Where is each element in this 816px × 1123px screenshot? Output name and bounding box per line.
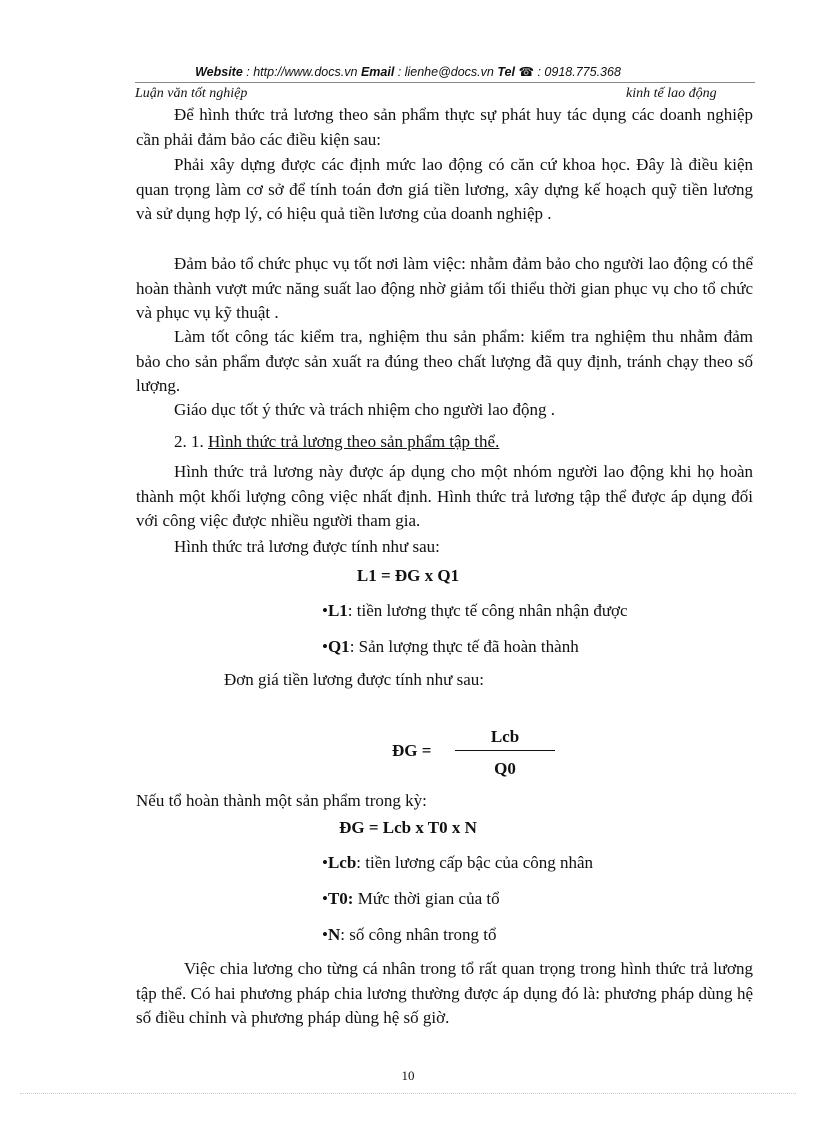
- bullet-desc: : số công nhân trong tổ: [340, 925, 497, 944]
- website-value[interactable]: : http://www.docs.vn: [246, 65, 358, 79]
- bullet-term: N: [327, 925, 341, 944]
- bullet-q1: •Q1: Sản lượng thực tế đã hoàn thành: [322, 637, 579, 656]
- bullet-term: Lcb: [327, 853, 357, 872]
- unit-price-text: Đơn giá tiền lương được tính như sau:: [224, 670, 484, 689]
- email-value[interactable]: : lienhe@docs.vn: [397, 65, 494, 79]
- fraction-lhs: ĐG =: [392, 741, 432, 760]
- fraction-bar: [455, 750, 555, 751]
- header-divider: [135, 82, 755, 83]
- section-title: Hình thức trả lương theo sản phẩm tập thể.: [208, 432, 500, 451]
- paragraph-norms: Phải xây dựng được các định mức lao động có căn cứ khoa học. Đây là điều kiện quan trọng làm cơ sở để tính toán đơn giá tiền lương, xây dựng kế hoạch quỹ tiền lương và sử dụng hợp lý, có hiệu quả tiền lương của doanh nghiệp .: [136, 155, 753, 223]
- fraction-denominator: Q0: [494, 759, 516, 778]
- email-label: Email: [360, 65, 395, 79]
- paragraph-inspection: Làm tốt công tác kiểm tra, nghiệm thu sản phẩm: kiểm tra nghiệm thu nhằm đảm bảo cho sản phẩm được sản xuất ra đúng theo chất lượng đã quy định, tránh chạy theo số lượng.: [136, 327, 753, 395]
- thesis-label: Luận văn tốt nghiệp: [135, 86, 248, 101]
- bullet-desc: : tiền lương cấp bậc của công nhân: [356, 853, 594, 872]
- section-number: 2. 1.: [174, 432, 204, 451]
- page-number: 10: [401, 1068, 415, 1083]
- website-label: Website: [195, 65, 243, 79]
- paragraph-education: Giáo dục tốt ý thức và trách nhiệm cho người lao động .: [174, 400, 556, 419]
- bullet-term: L1: [327, 601, 348, 620]
- bullet-desc: Mức thời gian của tổ: [353, 889, 500, 908]
- bullet-lcb: •Lcb: tiền lương cấp bậc của công nhân: [322, 853, 594, 872]
- tel-value: ☎ : 0918.775.368: [518, 65, 621, 79]
- paragraph-workplace: Đảm bảo tổ chức phục vụ tốt nơi làm việc: nhằm đảm bảo cho người lao động có thể hoàn thành vượt mức năng suất lao động nhờ giảm tối thiểu thời gian phục vụ cho tổ chức và phục vụ kỹ thuật .: [136, 254, 753, 322]
- section-heading: [136, 430, 753, 455]
- period-text: Nếu tổ hoàn thành một sản phẩm trong kỳ:: [136, 791, 427, 810]
- bullet-term: T0:: [327, 889, 354, 908]
- fraction-numerator: Lcb: [490, 727, 520, 746]
- formula-l1: L1 = ĐG x Q1: [356, 566, 460, 585]
- formula-dg: ĐG = Lcb x T0 x N: [339, 818, 477, 837]
- paragraph-intro: Để hình thức trả lương theo sản phẩm thực sự phát huy tác dụng các doanh nghiệp cần phải đảm bảo các điều kiện sau:: [136, 105, 753, 149]
- bullet-term: Q1: [327, 637, 350, 656]
- tel-label: Tel: [497, 65, 515, 79]
- page-header: [0, 64, 816, 79]
- subject-label: kinh tế lao động: [626, 86, 717, 101]
- bullet-desc: : Sản lượng thực tế đã hoàn thành: [349, 637, 579, 656]
- bullet-n: •N: số công nhân trong tổ: [322, 925, 497, 944]
- page-bottom-border: [20, 1093, 796, 1094]
- paragraph-collective: Hình thức trả lương này được áp dụng cho một nhóm người lao động khi họ hoàn thành một khối lượng công việc nhất định. Hình thức trả lương tập thể được áp dụng đối với công việc được nhiều người tham gia.: [136, 462, 753, 530]
- bullet-desc: : tiền lương thực tế công nhân nhận được: [347, 601, 628, 620]
- bullet-l1: •L1: tiền lương thực tế công nhân nhận được: [322, 601, 628, 620]
- bullet-t0: •T0: Mức thời gian của tổ: [322, 889, 500, 908]
- paragraph-distribution: Việc chia lương cho từng cá nhân trong tổ rất quan trọng trong hình thức trả lương tập thể. Có hai phương pháp chia lương thường được áp dụng đó là: phương pháp dùng hệ số điều chỉnh và phương pháp dùng hệ số giờ.: [136, 959, 753, 1027]
- paragraph-calc: Hình thức trả lương được tính như sau:: [174, 537, 440, 556]
